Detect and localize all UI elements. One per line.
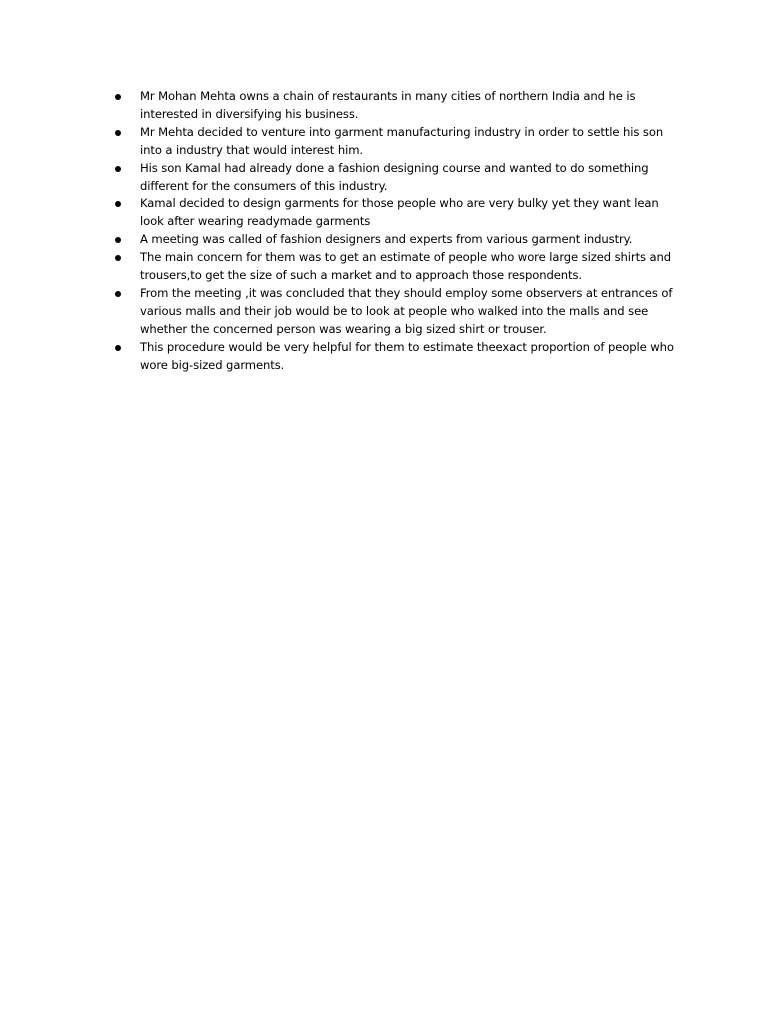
list-item (112, 231, 682, 249)
bullet-icon (115, 166, 121, 172)
bullet-icon (115, 130, 121, 136)
list-item (112, 339, 682, 375)
bullet-icon (115, 291, 121, 297)
bullet-text: A meeting was called of fashion designers and experts from various garment industry. (140, 232, 633, 247)
list-item (112, 88, 682, 124)
bullet-text: The main concern for them was to get an estimate of people who wore large sized shirts and trousers,to get the size of such a market and to approach those respondents. (140, 250, 672, 283)
list-item (112, 285, 682, 339)
bullet-icon (115, 237, 121, 243)
bullet-text: This procedure would be very helpful for them to estimate theexact proportion of people who wore big-sized garments. (140, 339, 674, 372)
list-item (112, 195, 682, 231)
list-item (112, 249, 682, 285)
bullet-icon (115, 201, 121, 207)
bullet-text: From the meeting ,it was concluded that they should employ some observers at entrances of various malls and their job would be to look at people who walked into the malls and see whether the concerned person was wearing a big sized shirt or trouser. (140, 285, 673, 336)
bullet-text: Mr Mohan Mehta owns a chain of restaurants in many cities of northern India and he is interested in diversifying his business. (140, 89, 636, 121)
bullet-icon (115, 94, 121, 100)
bullet-icon (115, 255, 121, 261)
bullet-list (112, 88, 682, 375)
list-item (112, 124, 682, 160)
list-item (112, 160, 682, 196)
bullet-text: Kamal decided to design garments for those people who are very bulky yet they want lean look after wearing readymade garments (140, 196, 659, 229)
bullet-icon (115, 345, 121, 351)
bullet-text: His son Kamal had already done a fashion designing course and wanted to do something different for the consumers of this industry. (140, 160, 649, 193)
bullet-text: Mr Mehta decided to venture into garment manufacturing industry in order to settle his son into a industry that would interest him. (140, 124, 664, 157)
